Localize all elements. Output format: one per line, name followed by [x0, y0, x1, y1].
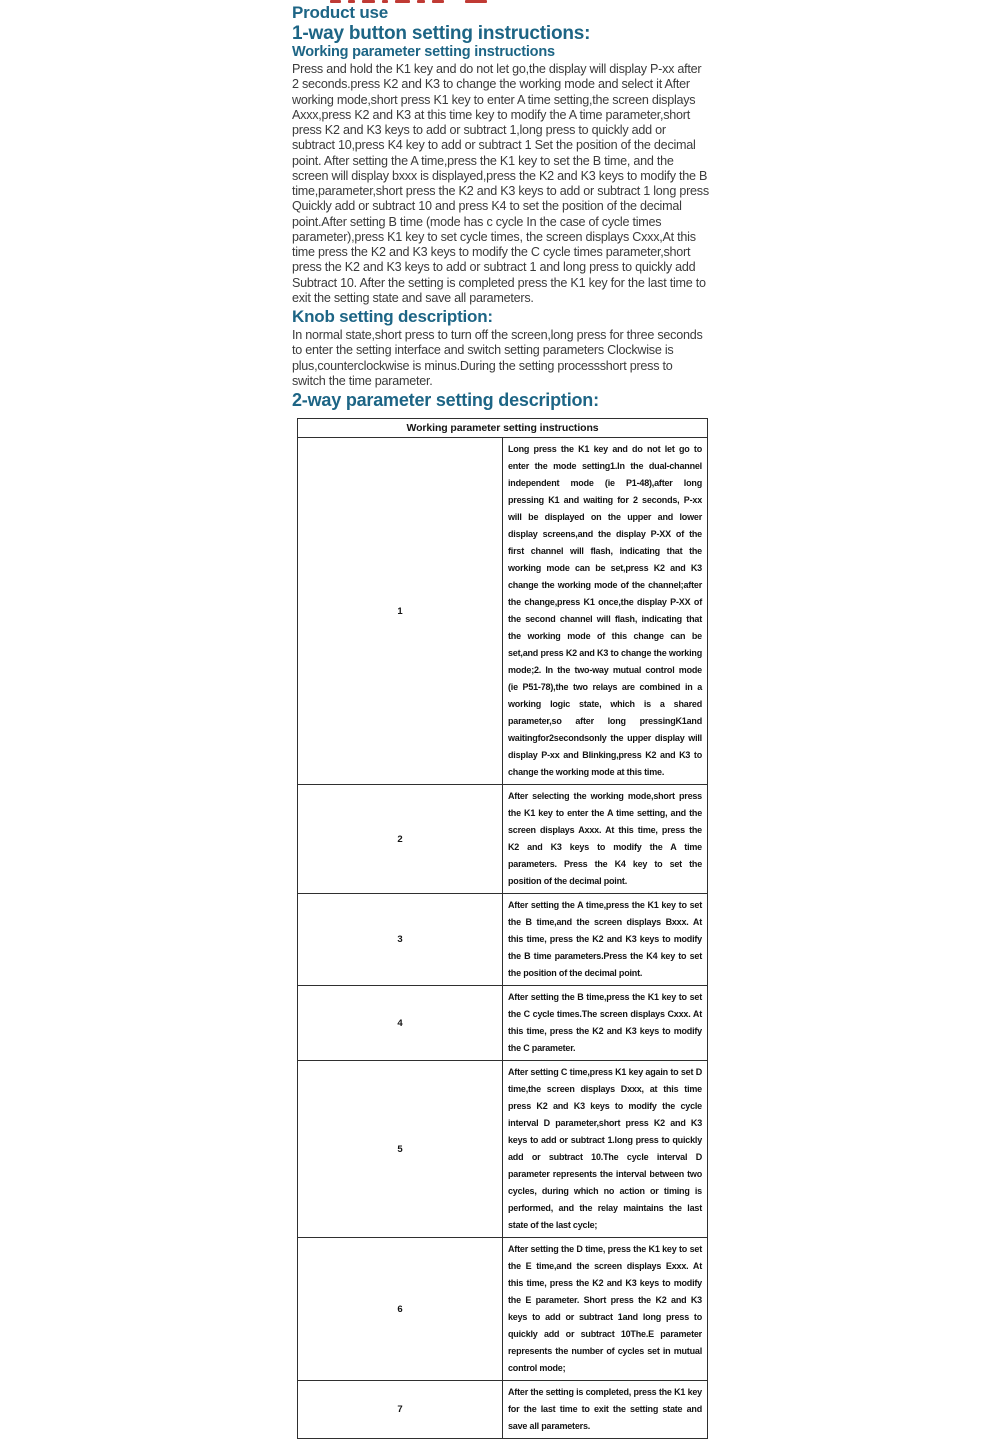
heading-product-use: Product use: [292, 3, 389, 22]
row-number: 5: [298, 1061, 503, 1238]
heading-knob-setting: Knob setting description:: [292, 307, 493, 326]
row-text: After setting the B time,press the K1 key to set the C cycle times.The screen displays Cxxx. At this time, press the K2 and K3 keys to modify the C parameter.: [503, 986, 708, 1061]
row-number: 1: [298, 438, 503, 785]
row-text: After selecting the working mode,short press the K1 key to enter the A time setting, and the screen displays Axxx. At this time, press the K2 and K3 keys to modify the A time parameters. Press the K4 key to set the position of the decimal point.: [503, 785, 708, 894]
heading-1-way-button-setting: 1-way button setting instructions:: [292, 23, 591, 44]
row-text: After the setting is completed, press the K1 key for the last time to exit the setting state and save all parameters.: [503, 1381, 708, 1439]
table-row: [298, 986, 708, 1061]
table-row: [298, 438, 708, 785]
row-text: After setting the A time,press the K1 key to set the B time,and the screen displays Bxxx. At this time, press the K2 and K3 keys to modify the B time parameters.Press the K4 key to set the position of the decimal point.: [503, 894, 708, 986]
table-row: [298, 1061, 708, 1238]
heading-2-way-parameter: 2-way parameter setting description:: [292, 390, 599, 410]
cropped-red-text-fragment: [330, 0, 487, 4]
table-row: [298, 785, 708, 894]
row-number: 6: [298, 1238, 503, 1381]
table-row: [298, 894, 708, 986]
table-row: [298, 1381, 708, 1439]
paragraph-button-setting: Press and hold the K1 key and do not let go,the display will display P-xx after 2 seconds.press K2 and K3 to change the working mode and select it After working mode,short press K1 key to enter A time setting,the screen displays Axxx,press K2 and K3 at this time key to modify the A time parameter,short press K2 and K3 keys to add or subtract 1,long press to quickly add or subtract 10,press K4 key to add or subtract 1 Set the position of the decimal point. After setting the A time,press the K1 key to set the B time, and the screen will display bxxx is displayed,press the K2 and K3 keys to modify the B time,parameter,short press the K2 and K3 keys to add or subtract 1 long press Quickly add or subtract 10 and press K4 to set the position of the decimal point.After setting B time (mode has c cycle In the case of cycle times parameter),press K1 key to set cycle times, the screen displays Cxxx,At this time press the K2 and K3 keys to modify the C cycle times parameter,short press the K2 and K3 keys to add or subtract 1 and long press to quickly add Subtract 10. After the setting is completed press the K1 key for the last time to exit the setting state and save all parameters.: [292, 62, 709, 305]
row-text: After setting C time,press K1 key again to set D time,the screen displays Dxxx, at this time press K2 and K3 keys to modify the cycle interval D parameter,short press K2 and K3 keys to add or subtract 1.long press to quickly add or subtract 10.The cycle interval D parameter represents the interval between two cycles, during which no action or timing is performed, and the relay maintains the last state of the last cycle;: [503, 1061, 708, 1238]
table-row: [298, 1238, 708, 1381]
content-column: [292, 0, 709, 1439]
row-text: Long press the K1 key and do not let go to enter the mode setting1.In the dual-channel independent mode (ie P1-48),after long pressing K1 and waiting for 2 seconds, P-xx will be displayed on the upper and lower display screens,and the display P-XX of the first channel will flash, indicating that the working mode can be set,press K2 and K3 change the working mode of the channel;after the change,press K1 once,the display P-XX of the second channel will flash, indicating that the working mode of this change can be set,and press K2 and K3 to change the working mode;2. In the two-way mutual control mode (ie P51-78),the two relays are combined in a working logic state, which is a shared parameter,so after long pressingK1and waitingfor2secondsonly the upper display will display P-xx and Blinking,press K2 and K3 to change the working mode at this time.: [503, 438, 708, 785]
row-number: 2: [298, 785, 503, 894]
subheading-working-parameter: Working parameter setting instructions: [292, 44, 555, 60]
row-number: 3: [298, 894, 503, 986]
table-header-row: [298, 419, 708, 438]
row-number: 7: [298, 1381, 503, 1439]
row-text: After setting the D time, press the K1 key to set the E time,and the screen displays Exxx. At this time, press the K2 and K3 keys to modify the E parameter. Short press the K2 and K3 keys to add or subtract 1and long press to quickly add or subtract 10The.E parameter represents the number of cycles set in mutual control mode;: [503, 1238, 708, 1381]
paragraph-knob-setting: In normal state,short press to turn off the screen,long press for three seconds to enter the setting interface and switch setting parameters Clockwise is plus,counterclockwise is minus.During the setting processshort press to switch the time parameter.: [292, 328, 703, 388]
parameter-setting-table: [297, 418, 708, 1439]
row-number: 4: [298, 986, 503, 1061]
table-header-cell: Working parameter setting instructions: [298, 419, 708, 438]
